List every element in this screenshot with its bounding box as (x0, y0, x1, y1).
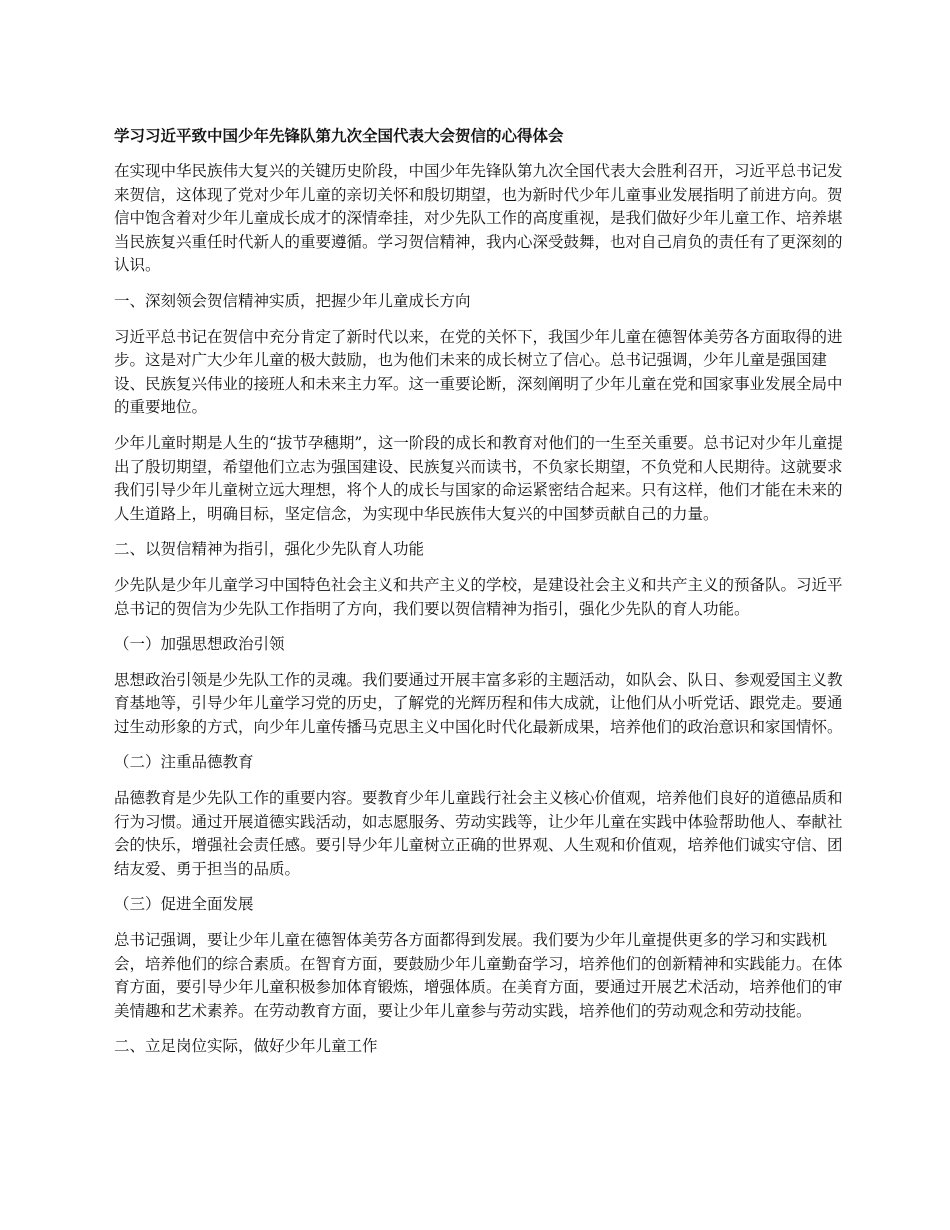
paragraph: 思想政治引领是少先队工作的灵魂。我们要通过开展丰富多彩的主题活动，如队会、队日、参观爱国主义教育基地等，引导少年儿童学习党的历史，了解党的光辉历程和伟大成就，让他们从小听党话、跟党走。要通过生动形象的方式，向少年儿童传播马克思主义中国化时代化最新成果，培养他们的政治意识和家国情怀。 (114, 670, 843, 736)
section-heading-2: 二、以贺信精神为指引，强化少先队育人功能 (114, 540, 425, 559)
document-page (114, 124, 854, 1071)
subsection-heading-3: （三）促进全面发展 (114, 895, 254, 914)
paragraph: 习近平总书记在贺信中充分肯定了新时代以来，在党的关怀下，我国少年儿童在德智体美劳各方面取得的进步。这是对广大少年儿童的极大鼓励，也为他们未来的成长树立了信心。总书记强调，少年儿童是强国建设、民族复兴伟业的接班人和未来主力军。这一重要论断，深刻阐明了少年儿童在党和国家事业发展全局中的重要地位。 (114, 327, 843, 417)
paragraph: 少年儿童时期是人生的“拔节孕穗期”，这一阶段的成长和教育对他们的一生至关重要。总书记对少年儿童提出了殷切期望，希望他们立志为强国建设、民族复兴而读书，不负家长期望，不负党和人民期待。这就要求我们引导少年儿童树立远大理想，将个人的成长与国家的命运紧密结合起来。只有这样，他们才能在未来的人生道路上，明确目标，坚定信念，为实现中华民族伟大复兴的中国梦贡献自己的力量。 (114, 433, 843, 523)
paragraph: 品德教育是少先队工作的重要内容。要教育少年儿童践行社会主义核心价值观，培养他们良好的道德品质和行为习惯。通过开展道德实践活动，如志愿服务、劳动实践等，让少年儿童在实践中体验帮助他人、奉献社会的快乐，增强社会责任感。要引导少年儿童树立正确的世界观、人生观和价值观，培养他们诚实守信、团结友爱、勇于担当的品质。 (114, 789, 843, 878)
paragraph: 少先队是少年儿童学习中国特色社会主义和共产主义的学校，是建设社会主义和共产主义的预备队。习近平总书记的贺信为少先队工作指明了方向，我们要以贺信精神为指引，强化少先队的育人功能。 (114, 575, 843, 618)
section-heading-3: 二、立足岗位实际，做好少年儿童工作 (114, 1037, 378, 1056)
paragraph: 总书记强调，要让少年儿童在德智体美劳各方面都得到发展。我们要为少年儿童提供更多的学习和实践机会，培养他们的综合素质。在智育方面，要鼓励少年儿童勤奋学习，培养他们的创新精神和实践能力。在体育方面，要引导少年儿童积极参加体育锻炼，增强体质。在美育方面，要通过开展艺术活动，培养他们的审美情趣和艺术素养。在劳动教育方面，要让少年儿童参与劳动实践，培养他们的劳动观念和劳动技能。 (114, 931, 843, 1020)
intro-paragraph: 在实现中华民族伟大复兴的关键历史阶段，中国少年先锋队第九次全国代表大会胜利召开，习近平总书记发来贺信，这体现了党对少年儿童的亲切关怀和殷切期望，也为新时代少年儿童事业发展指明了前进方向。贺信中饱含着对少年儿童成长成才的深情牵挂，对少先队工作的高度重视，是我们做好少年儿童工作、培养堪当民族复兴重任时代新人的重要遵循。学习贺信精神，我内心深受鼓舞，也对自己肩负的责任有了更深刻的认识。 (114, 162, 843, 275)
subsection-heading-1: （一）加强思想政治引领 (114, 635, 285, 654)
document-title: 学习习近平致中国少年先锋队第九次全国代表大会贺信的心得体会 (114, 127, 564, 145)
section-heading-1: 一、深刻领会贺信精神实质，把握少年儿童成长方向 (114, 291, 471, 310)
subsection-heading-2: （二）注重品德教育 (114, 753, 254, 772)
